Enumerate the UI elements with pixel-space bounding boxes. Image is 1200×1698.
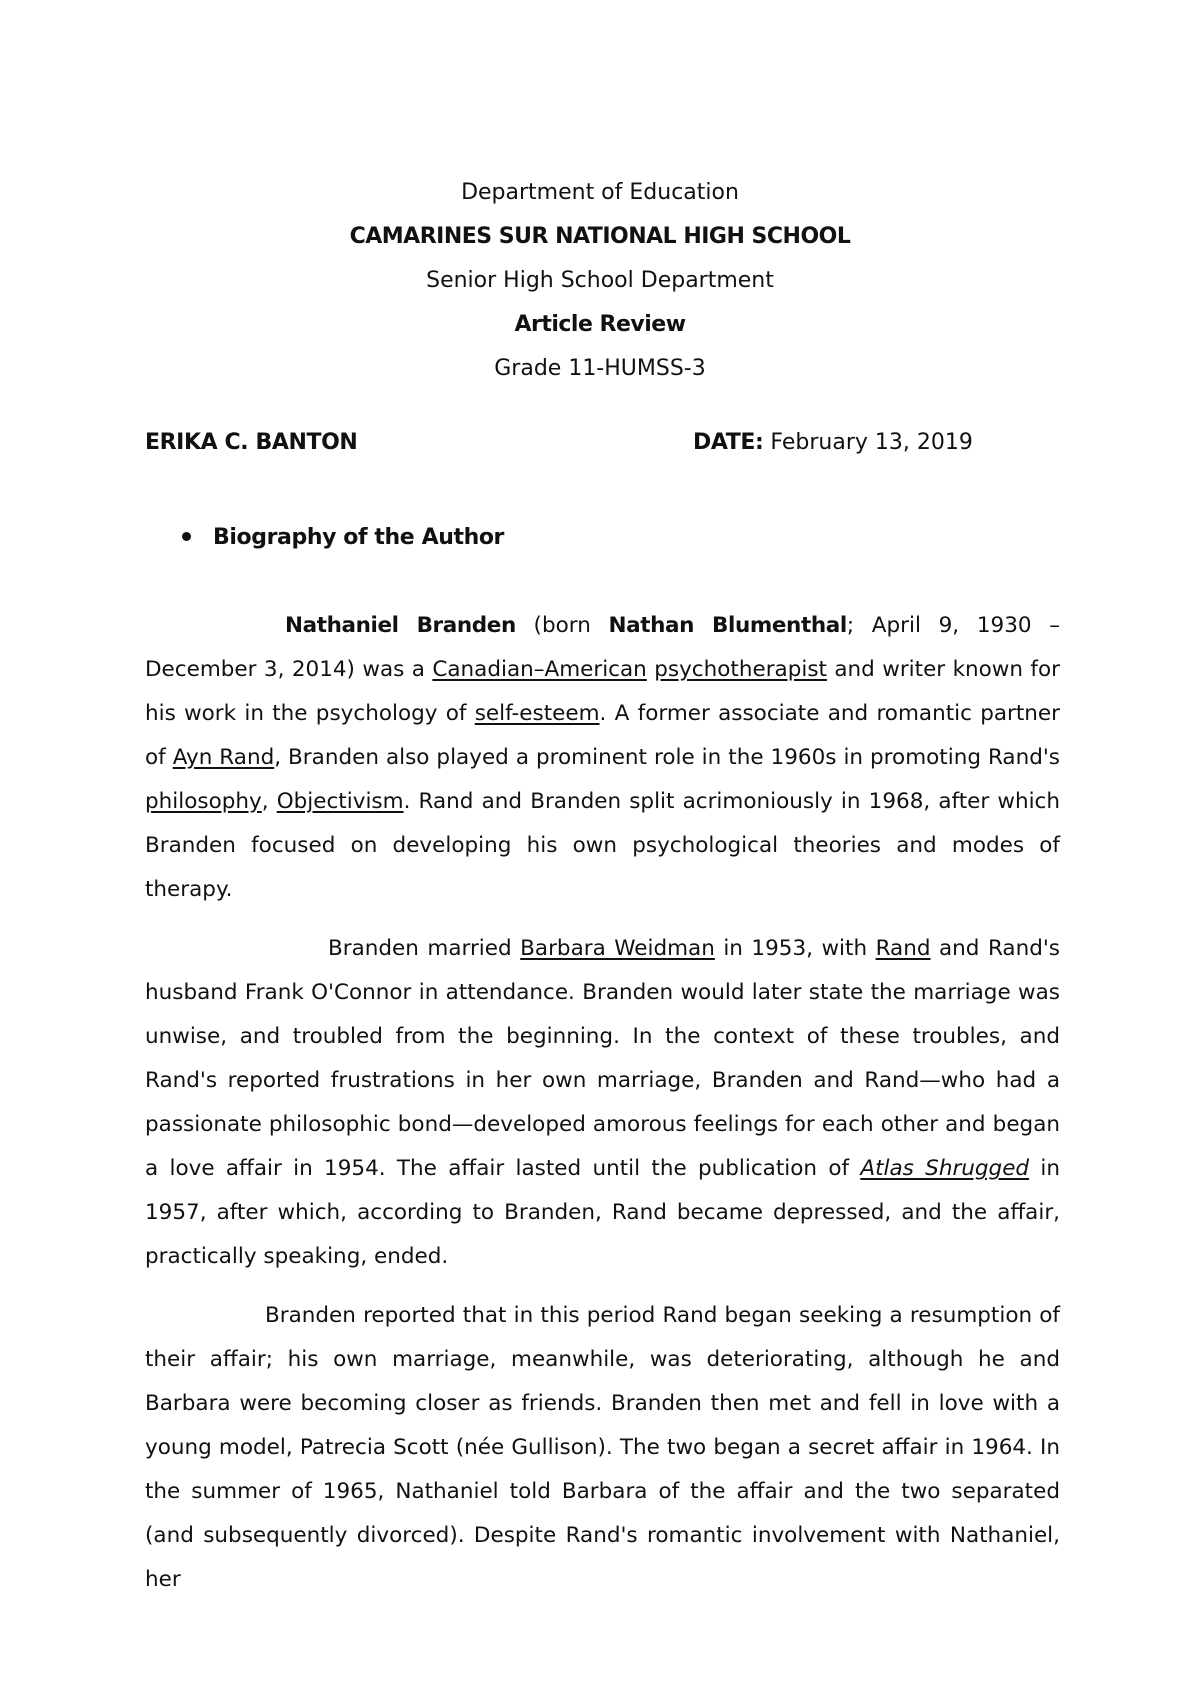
paragraph-3	[145, 1294, 1060, 1602]
section-heading	[182, 523, 504, 553]
birth-name: Nathan Blumenthal	[608, 613, 847, 638]
meta-row	[145, 428, 1060, 462]
text-span: ,	[261, 789, 277, 814]
paragraph-1	[145, 604, 1060, 912]
link-objectivism[interactable]: Objectivism	[276, 789, 404, 814]
text-span: and writer known for his work in the psychology of	[145, 657, 1060, 726]
link-rand[interactable]: Rand	[875, 936, 931, 961]
school-name: CAMARINES SUR NATIONAL HIGH SCHOOL	[349, 224, 851, 249]
text-span: and Rand's husband Frank O'Connor in attendance. Branden would later state the marriage was unwise, and troubled from the beginning. In the context of these troubles, and Rand's reported frustrations in her own marriage, Branden and Rand—who had a passionate philosophic bond—developed amorous feelings for each other and began a love affair in 1954. The affair lasted until the publication of	[145, 936, 1060, 1181]
text-span: ; April 9, 1930 – December 3, 2014) was a	[145, 613, 1060, 682]
link-ayn-rand[interactable]: Ayn Rand	[172, 745, 275, 770]
date-label: DATE:	[693, 430, 764, 455]
department-line: Department of Education	[461, 180, 739, 205]
grade-section: Grade 11-HUMSS-3	[494, 356, 706, 381]
text-span: . A former associate and romantic partner of	[145, 701, 1060, 770]
text-span: Branden married	[328, 936, 521, 961]
bullet-icon	[182, 532, 191, 541]
link-barbara-weidman[interactable]: Barbara Weidman	[520, 936, 715, 961]
date-field	[693, 428, 973, 458]
student-name: ERIKA C. BANTON	[145, 430, 358, 455]
link-canadian-american[interactable]: Canadian–American	[432, 657, 647, 682]
text-span: (born	[515, 613, 609, 638]
date-value: February 13, 2019	[770, 430, 973, 455]
division-line: Senior High School Department	[426, 268, 774, 293]
text-span: Branden reported that in this period Rand began seeking a resumption of their affair; his own marriage, meanwhile, was deteriorating, although he and Barbara were becoming closer as friends. Branden then met and fell in love with a young model, Patrecia Scott (née Gullison). The two began a secret affair in 1964. In the summer of 1965, Nathaniel told Barbara of the affair and the two separated (and subsequently divorced). Despite Rand's romantic involvement with Nathaniel, her	[145, 1303, 1060, 1592]
text-span: in 1957, after which, according to Branden, Rand became depressed, and the affair, practically speaking, ended.	[145, 1156, 1061, 1269]
text-span: , Branden also played a prominent role in the 1960s in promoting Rand's	[274, 745, 1060, 770]
paragraph-2	[145, 927, 1060, 1279]
link-atlas-shrugged[interactable]: Atlas Shrugged	[860, 1156, 1030, 1181]
text-span: . Rand and Branden split acrimoniously in 1968, after which Branden focused on developing his own psychological theories and modes of therapy.	[145, 789, 1061, 902]
link-psychotherapist[interactable]: psychotherapist	[654, 657, 827, 682]
text-span: in 1953, with	[714, 936, 876, 961]
link-philosophy[interactable]: philosophy	[145, 789, 262, 814]
section-heading-text: Biography of the Author	[213, 525, 505, 550]
author-name: Nathaniel Branden	[285, 613, 516, 638]
link-self-esteem[interactable]: self-esteem	[474, 701, 600, 726]
document-type: Article Review	[514, 312, 686, 337]
